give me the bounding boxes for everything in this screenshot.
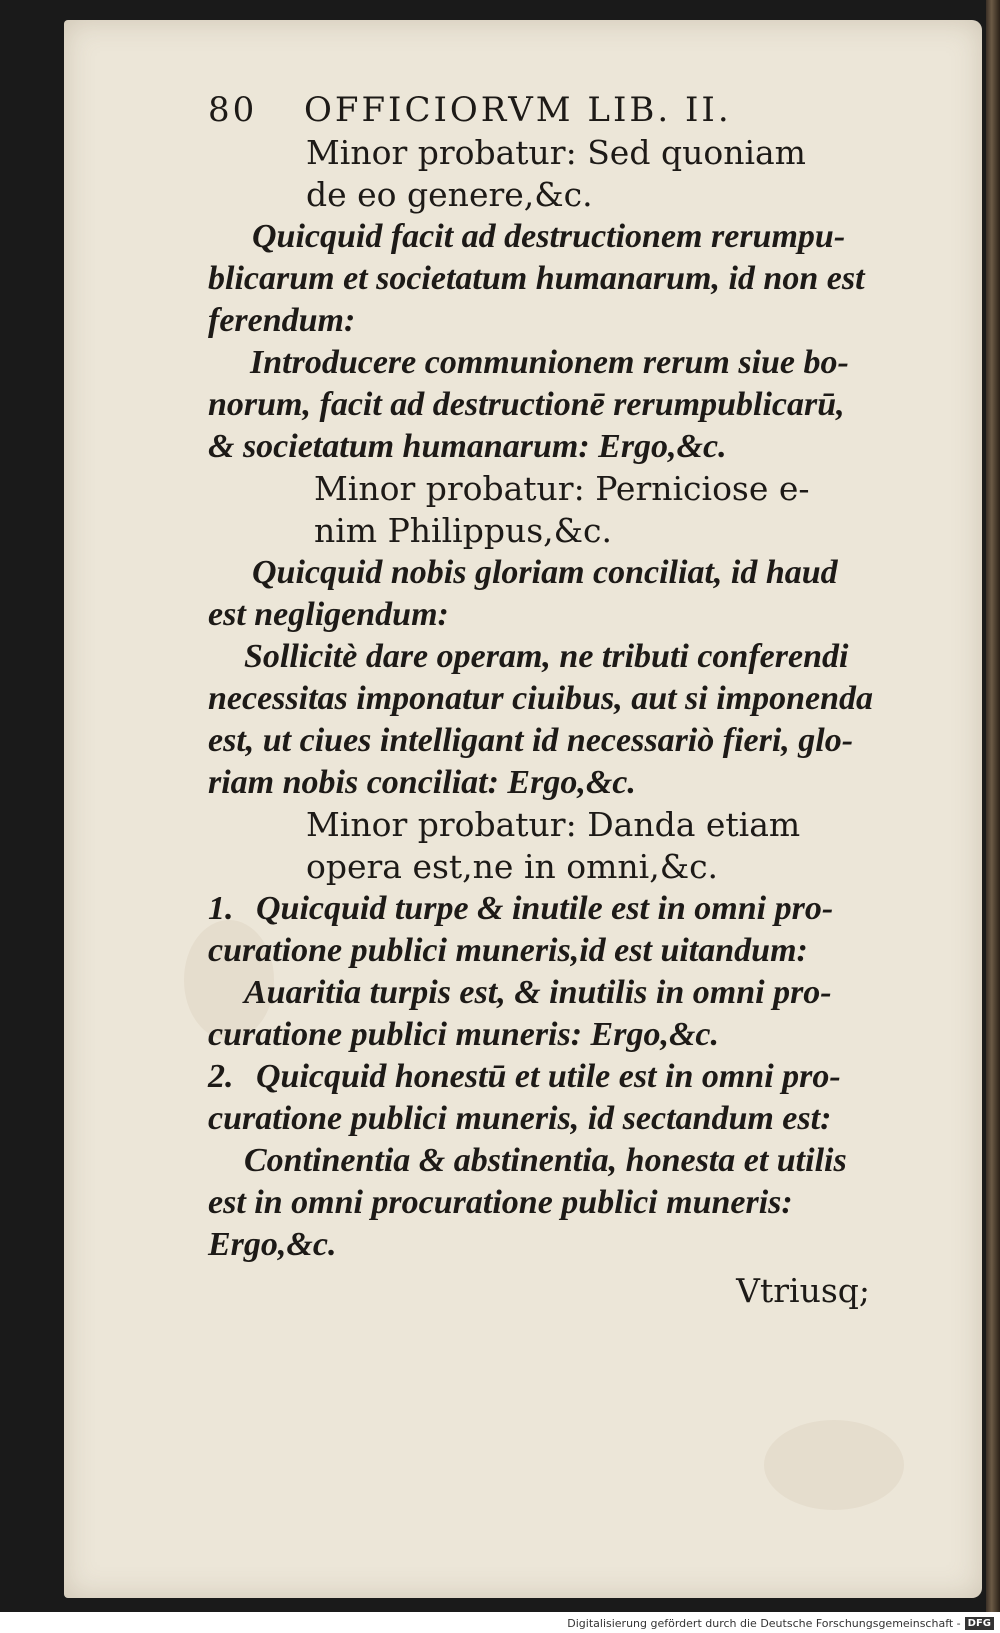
text-line [208, 258, 908, 300]
line-text: Continentia & abstinentia, honesta et utilis [244, 1142, 847, 1179]
text-line [208, 1224, 908, 1266]
text-line [208, 804, 908, 846]
credit-text: Digitalisierung gefördert durch die Deutsche Forschungsgemeinschaft - [567, 1617, 961, 1630]
text-line [208, 972, 908, 1014]
line-text: necessitas imponatur ciuibus, aut si imponenda [208, 680, 874, 717]
text-line [208, 678, 908, 720]
text-line [208, 510, 908, 552]
running-title: OFFICIORVM LIB. II. [304, 90, 732, 130]
text-line [208, 468, 908, 510]
line-text: est, ut ciues intelligant id necessariò fieri, glo- [208, 722, 854, 759]
line-text: est in omni procuratione publici muneris: [208, 1184, 793, 1221]
text-line [208, 1098, 908, 1140]
item-number: 2. [208, 1058, 234, 1095]
text-line [208, 552, 908, 594]
text-line [208, 930, 908, 972]
page-number: 80 [208, 90, 258, 130]
line-text: curatione publici muneris,id est uitandum: [208, 932, 808, 969]
text-line [208, 720, 908, 762]
text-line [208, 174, 908, 216]
line-text: opera est,ne in omni,&c. [306, 847, 719, 886]
line-text: blicarum et societatum humanarum, id non est [208, 260, 865, 297]
line-text: Introducere communionem rerum siue bo- [250, 344, 849, 381]
line-text: Minor probatur: Danda etiam [306, 805, 801, 844]
text-line [208, 132, 908, 174]
text-line [208, 762, 908, 804]
text-line [208, 846, 908, 888]
running-header [208, 88, 908, 132]
line-text: de eo genere,&c. [306, 175, 593, 214]
line-text: Quicquid facit ad destructionem rerumpu- [252, 218, 846, 255]
text-line [208, 1014, 908, 1056]
text-line [208, 216, 908, 258]
catchword: Vtriusq; [736, 1271, 870, 1310]
text-line [208, 594, 908, 636]
text-line [208, 636, 908, 678]
line-text: Auaritia turpis est, & inutilis in omni pro- [244, 974, 832, 1011]
text-lines [208, 132, 908, 1266]
page-text-block [208, 88, 908, 1312]
line-text: curatione publici muneris, id sectandum est: [208, 1100, 832, 1137]
paper-stain [764, 1420, 904, 1510]
item-number: 1. [208, 890, 234, 927]
text-line [208, 342, 908, 384]
line-text: Minor probatur: Perniciose e- [314, 469, 810, 508]
digitization-credit [567, 1617, 994, 1630]
line-text: curatione publici muneris: Ergo,&c. [208, 1016, 719, 1053]
book-edge [986, 0, 1000, 1612]
text-line [208, 1140, 908, 1182]
dfg-logo: DFG [965, 1617, 994, 1630]
line-text: ferendum: [208, 302, 356, 339]
line-text: & societatum humanarum: Ergo,&c. [208, 428, 727, 465]
text-line [208, 384, 908, 426]
text-line [208, 1182, 908, 1224]
line-text: Quicquid turpe & inutile est in omni pro- [256, 890, 834, 927]
line-text: norum, facit ad destructionē rerumpublicarū, [208, 386, 845, 423]
line-text: Ergo,&c. [208, 1226, 337, 1263]
line-text: Minor probatur: Sed quoniam [306, 133, 806, 172]
text-line [208, 426, 908, 468]
line-text: nim Philippus,&c. [314, 511, 612, 550]
line-text: est negligendum: [208, 596, 449, 633]
text-line [208, 300, 908, 342]
line-text: Sollicitè dare operam, ne tributi conferendi [244, 638, 849, 675]
text-line [208, 888, 908, 930]
line-text: Quicquid honestū et utile est in omni pro- [256, 1058, 841, 1095]
line-text: Quicquid nobis gloriam conciliat, id haud [252, 554, 838, 591]
line-text: riam nobis conciliat: Ergo,&c. [208, 764, 636, 801]
text-line [208, 1056, 908, 1098]
